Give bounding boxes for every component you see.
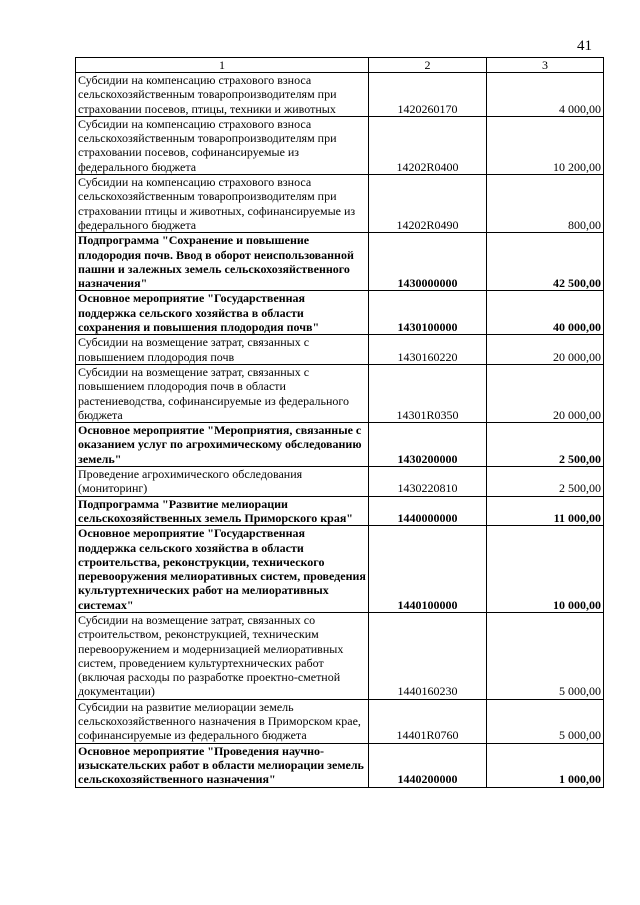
table-row	[76, 73, 604, 117]
row-code: 1440000000	[369, 496, 487, 526]
row-amount: 42 500,00	[487, 233, 604, 291]
row-code: 1430160220	[369, 335, 487, 365]
row-amount: 20 000,00	[487, 364, 604, 422]
table-row	[76, 496, 604, 526]
table-row	[76, 423, 604, 467]
row-amount: 11 000,00	[487, 496, 604, 526]
row-code: 1430100000	[369, 291, 487, 335]
row-name: Основное мероприятие "Государственная поддержка сельского хозяйства в области сохранения и повышения плодородия почв"	[76, 291, 369, 335]
row-code: 1440100000	[369, 526, 487, 613]
row-name: Субсидии на возмещение затрат, связанных со строительством, реконструкцией, техническим перевооружением и модернизацией мелиоративных систем, проведением культуртехнических работ (включая расходы по разработке проектно-сметной документации)	[76, 612, 369, 699]
table-row	[76, 467, 604, 497]
table-row	[76, 335, 604, 365]
row-amount: 4 000,00	[487, 73, 604, 117]
table-body	[76, 73, 604, 788]
row-name: Основное мероприятие "Проведения научно-изыскательских работ в области мелиорации земель сельскохозяйственного назначения"	[76, 743, 369, 787]
row-name: Субсидии на развитие мелиорации земель сельскохозяйственного назначения в Приморском крае, софинансируемые из федерального бюджета	[76, 699, 369, 743]
row-name: Субсидии на возмещение затрат, связанных с повышением плодородия почв	[76, 335, 369, 365]
row-amount: 800,00	[487, 175, 604, 233]
row-name: Основное мероприятие "Мероприятия, связанные с оказанием услуг по агрохимическому обследованию земель"	[76, 423, 369, 467]
row-amount: 10 200,00	[487, 116, 604, 174]
row-code: 14401R0760	[369, 699, 487, 743]
row-amount: 2 500,00	[487, 467, 604, 497]
row-code: 14202R0490	[369, 175, 487, 233]
row-name: Проведение агрохимического обследования (мониторинг)	[76, 467, 369, 497]
row-name: Подпрограмма "Сохранение и повышение плодородия почв. Ввод в оборот неиспользованной пашни и залежных земель сельскохозяйственного назначения"	[76, 233, 369, 291]
row-code: 1440200000	[369, 743, 487, 787]
row-amount: 40 000,00	[487, 291, 604, 335]
row-name: Субсидии на компенсацию страхового взноса сельскохозяйственным товаропроизводителям при страховании птицы и животных, софинансируемые из федерального бюджета	[76, 175, 369, 233]
table-row	[76, 364, 604, 422]
table-row	[76, 116, 604, 174]
table-row	[76, 743, 604, 787]
row-code: 1430000000	[369, 233, 487, 291]
row-code: 1430200000	[369, 423, 487, 467]
row-code: 14202R0400	[369, 116, 487, 174]
row-amount: 2 500,00	[487, 423, 604, 467]
row-code: 1420260170	[369, 73, 487, 117]
row-code: 14301R0350	[369, 364, 487, 422]
row-name: Подпрограмма "Развитие мелиорации сельскохозяйственных земель Приморского края"	[76, 496, 369, 526]
row-amount: 20 000,00	[487, 335, 604, 365]
page-number: 41	[577, 38, 592, 54]
row-amount: 1 000,00	[487, 743, 604, 787]
header-col-3: 3	[487, 58, 604, 73]
row-name: Субсидии на компенсацию страхового взноса сельскохозяйственным товаропроизводителям при страховании посевов, птицы, техники и животных	[76, 73, 369, 117]
header-col-1: 1	[76, 58, 369, 73]
row-name: Субсидии на возмещение затрат, связанных с повышением плодородия почв в области растениеводства, софинансируемые из федерального бюджета	[76, 364, 369, 422]
table-row	[76, 233, 604, 291]
row-amount: 10 000,00	[487, 526, 604, 613]
table-row	[76, 526, 604, 613]
table-row	[76, 612, 604, 699]
table-row	[76, 175, 604, 233]
row-name: Субсидии на компенсацию страхового взноса сельскохозяйственным товаропроизводителям при страховании посевов, софинансируемые из федерального бюджета	[76, 116, 369, 174]
row-amount: 5 000,00	[487, 612, 604, 699]
row-code: 1430220810	[369, 467, 487, 497]
row-code: 1440160230	[369, 612, 487, 699]
row-amount: 5 000,00	[487, 699, 604, 743]
row-name: Основное мероприятие "Государственная поддержка сельского хозяйства в области строительства, реконструкции, технического перевооружения мелиоративных систем, проведения культуртехнических работ на мелиоративных системах"	[76, 526, 369, 613]
table-header	[76, 58, 604, 73]
header-col-2: 2	[369, 58, 487, 73]
header-row	[76, 58, 604, 73]
table-row	[76, 699, 604, 743]
budget-table	[75, 57, 604, 788]
table-row	[76, 291, 604, 335]
